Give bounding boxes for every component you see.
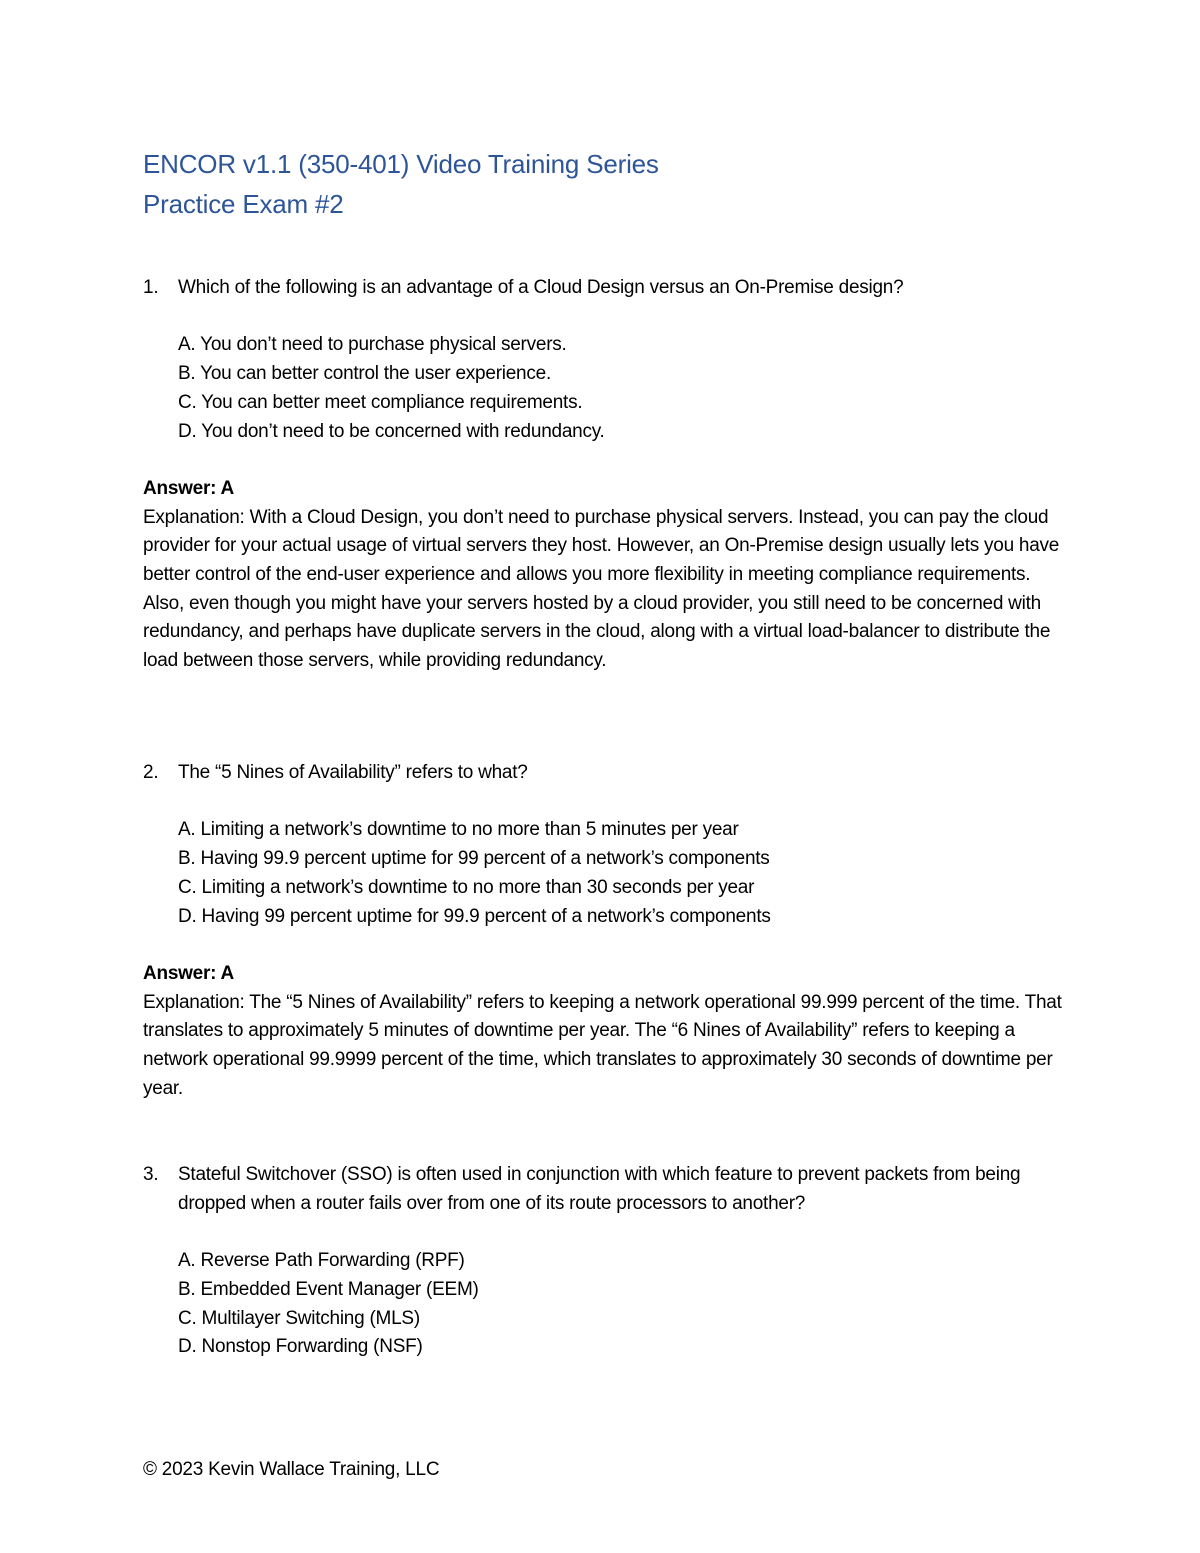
explanation-text: Explanation: The “5 Nines of Availability” refers to keeping a network operational 99.999 percent of the time. That translates to approximately 5 minutes of downtime per year. The “6 Nines of Availability” refers to keeping a network operational 99.9999 percent of the time, which translates to approximately 30 seconds of downtime per year. [143, 991, 1062, 1099]
question-stem [143, 759, 1073, 788]
option-b: B. Embedded Event Manager (EEM) [178, 1278, 479, 1300]
option-c: C. Multilayer Switching (MLS) [178, 1307, 420, 1329]
question-2 [143, 759, 1073, 1103]
option-c: C. Limiting a network’s downtime to no more than 30 seconds per year [178, 876, 755, 898]
document-subtitle: Practice Exam #2 [143, 189, 344, 219]
answer-label: Answer: A [143, 962, 235, 984]
option-b: B. You can better control the user experience. [178, 363, 551, 385]
question-number: 1. [143, 277, 159, 298]
answer-label: Answer: A [143, 477, 235, 499]
option-c: C. You can better meet compliance requirements. [178, 391, 583, 413]
question-number: 3. [143, 1164, 159, 1185]
option-d: D. Nonstop Forwarding (NSF) [178, 1336, 423, 1358]
option-d: D. Having 99 percent uptime for 99.9 percent of a network’s components [178, 905, 771, 927]
explanation-text: Explanation: With a Cloud Design, you don’t need to purchase physical servers. Instead, you can pay the cloud provider for your actual usage of virtual servers they host. However, an On-Premise design usually lets you have better control of the end-user experience and allows you more flexibility in meeting compliance requirements. Also, even though you might have your servers hosted by a cloud provider, you still need to be concerned with redundancy, and perhaps have duplicate servers in the cloud, along with a virtual load-balancer to distribute the load between those servers, while providing redundancy. [143, 506, 1060, 672]
question-3 [143, 1161, 1073, 1362]
question-text: The “5 Nines of Availability” refers to what? [178, 762, 528, 783]
option-b: B. Having 99.9 percent uptime for 99 percent of a network’s components [178, 848, 770, 870]
question-stem [143, 274, 1073, 303]
answer-options [178, 1247, 1073, 1362]
question-1 [143, 274, 1073, 676]
footer-copyright: © 2023 Kevin Wallace Training, LLC [143, 1459, 440, 1480]
option-a: A. You don’t need to purchase physical servers. [178, 334, 567, 356]
answer-block [143, 960, 1073, 1104]
option-d: D. You don’t need to be concerned with redundancy. [178, 420, 605, 442]
answer-options [178, 331, 1073, 446]
question-text: Which of the following is an advantage of a Cloud Design versus an On-Premise design? [178, 277, 904, 298]
document-title: ENCOR v1.1 (350-401) Video Training Series [143, 149, 659, 179]
question-stem [143, 1161, 1073, 1218]
document-header [143, 144, 1063, 224]
question-text: Stateful Switchover (SSO) is often used in conjunction with which feature to prevent packets from being dropped when a router fails over from one of its route processors to another? [178, 1164, 1021, 1214]
answer-block [143, 475, 1073, 676]
answer-options [178, 816, 1073, 931]
option-a: A. Reverse Path Forwarding (RPF) [178, 1250, 465, 1272]
question-number: 2. [143, 762, 159, 783]
option-a: A. Limiting a network’s downtime to no more than 5 minutes per year [178, 819, 739, 841]
